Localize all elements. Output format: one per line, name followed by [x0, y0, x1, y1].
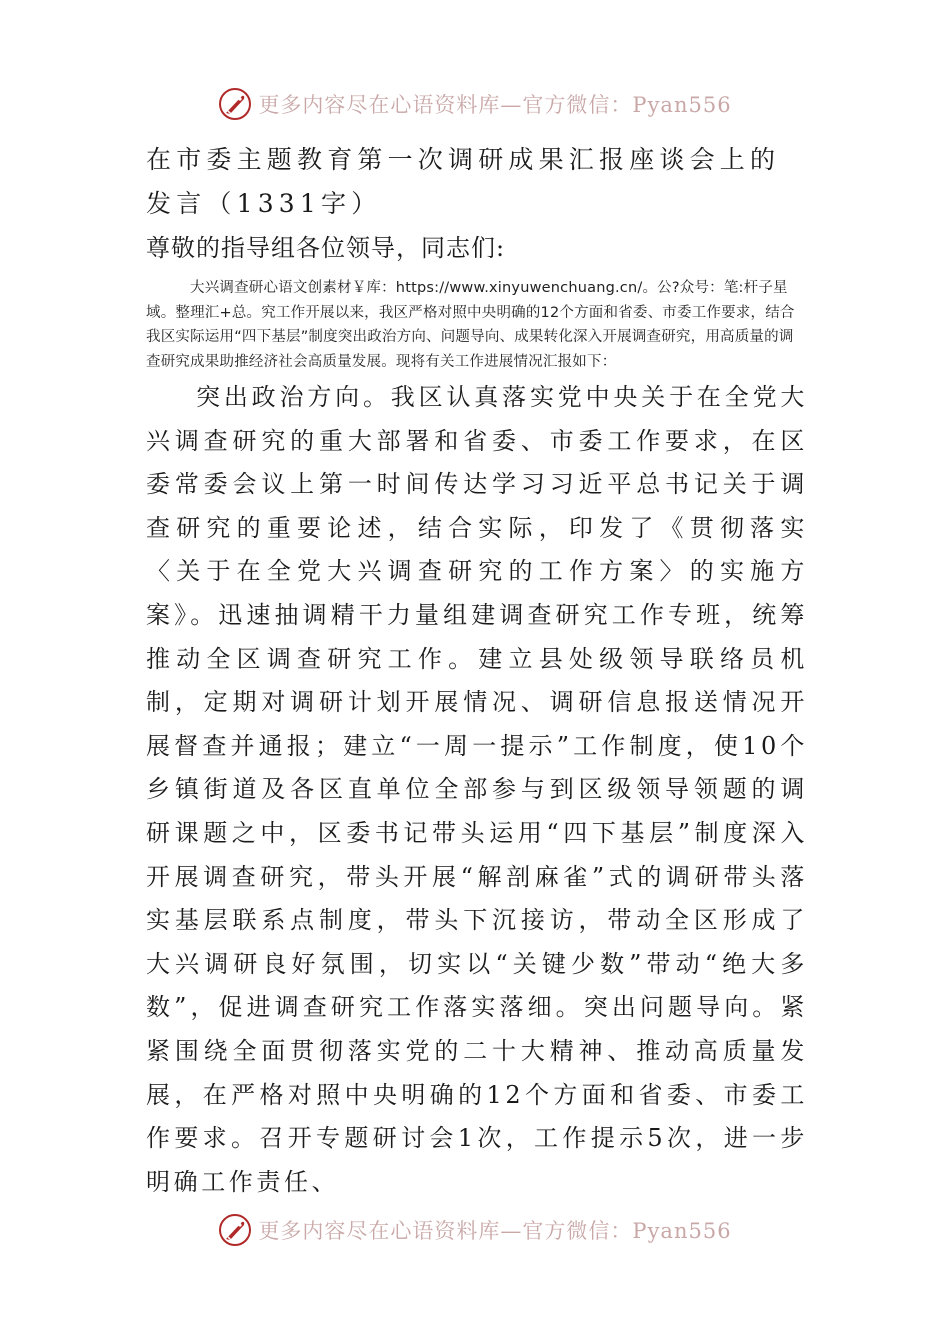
- quill-logo-icon: [218, 1213, 252, 1247]
- banner-text: 更多内容尽在心语资料库—官方微信：Pyan556: [258, 1219, 732, 1243]
- main-paragraph: 突出政治方向。我区认真落实党中央关于在全党大兴调查研究的重大部署和省委、市委工作要求，在区委常委会议上第一时间传达学习习近平总书记关于调查研究的重要论述，结合实际，印发了《贯彻落实〈关于在全党大兴调查研究的工作方案〉的实施方案》。迅速抽调精干力量组建调查研究工作专班，统筹推动全区调查研究工作。建立县处级领导联络员机制，定期对调研计划开展情况、调研信息报送情况开展督查并通报；建立“一周一提示”工作制度，使10个乡镇街道及各区直单位全部参与到区级领导领题的调研课题之中，区委书记带头运用“四下基层”制度深入开展调查研究，带头开展“解剖麻雀”式的调研带头落实基层联系点制度，带头下沉接访，带动全区形成了大兴调研良好氛围，切实以“关键少数”带动“绝大多数”，促进调查研究工作落实落细。突出问题导向。紧紧围绕全面贯彻落实党的二十大精神、推动高质量发展，在严格对照中央明确的12个方面和省委、市委工作要求。召开专题研讨会1次，工作提示5次，进一步明确工作责任、: [146, 383, 808, 1196]
- greeting: 尊敬的指导组各位领导，同志们:: [146, 234, 506, 262]
- banner-text: 更多内容尽在心语资料库—官方微信：Pyan556: [258, 93, 732, 117]
- footer-banner: [0, 1210, 950, 1250]
- document-body: [146, 138, 808, 1204]
- document-title: 在市委主题教育第一次调研成果汇报座谈会上的发言（1331字）: [146, 145, 781, 218]
- intro-paragraph: 大兴调查研心语文创素材￥库：https://www.xinyuwenchuang.cn/。公?众号：笔:杆子星域。整理汇+总。究工作开展以来，我区严格对照中央明确的12个方面和省委、市委工作要求，结合我区实际运用“四下基层”制度突出政治方向、问题导向、成果转化深入开展调查研究，用高质量的调查研究成果助推经济社会高质量发展。现将有关工作进展情况汇报如下：: [146, 280, 795, 370]
- header-banner: [0, 84, 950, 124]
- quill-logo-icon: [218, 87, 252, 121]
